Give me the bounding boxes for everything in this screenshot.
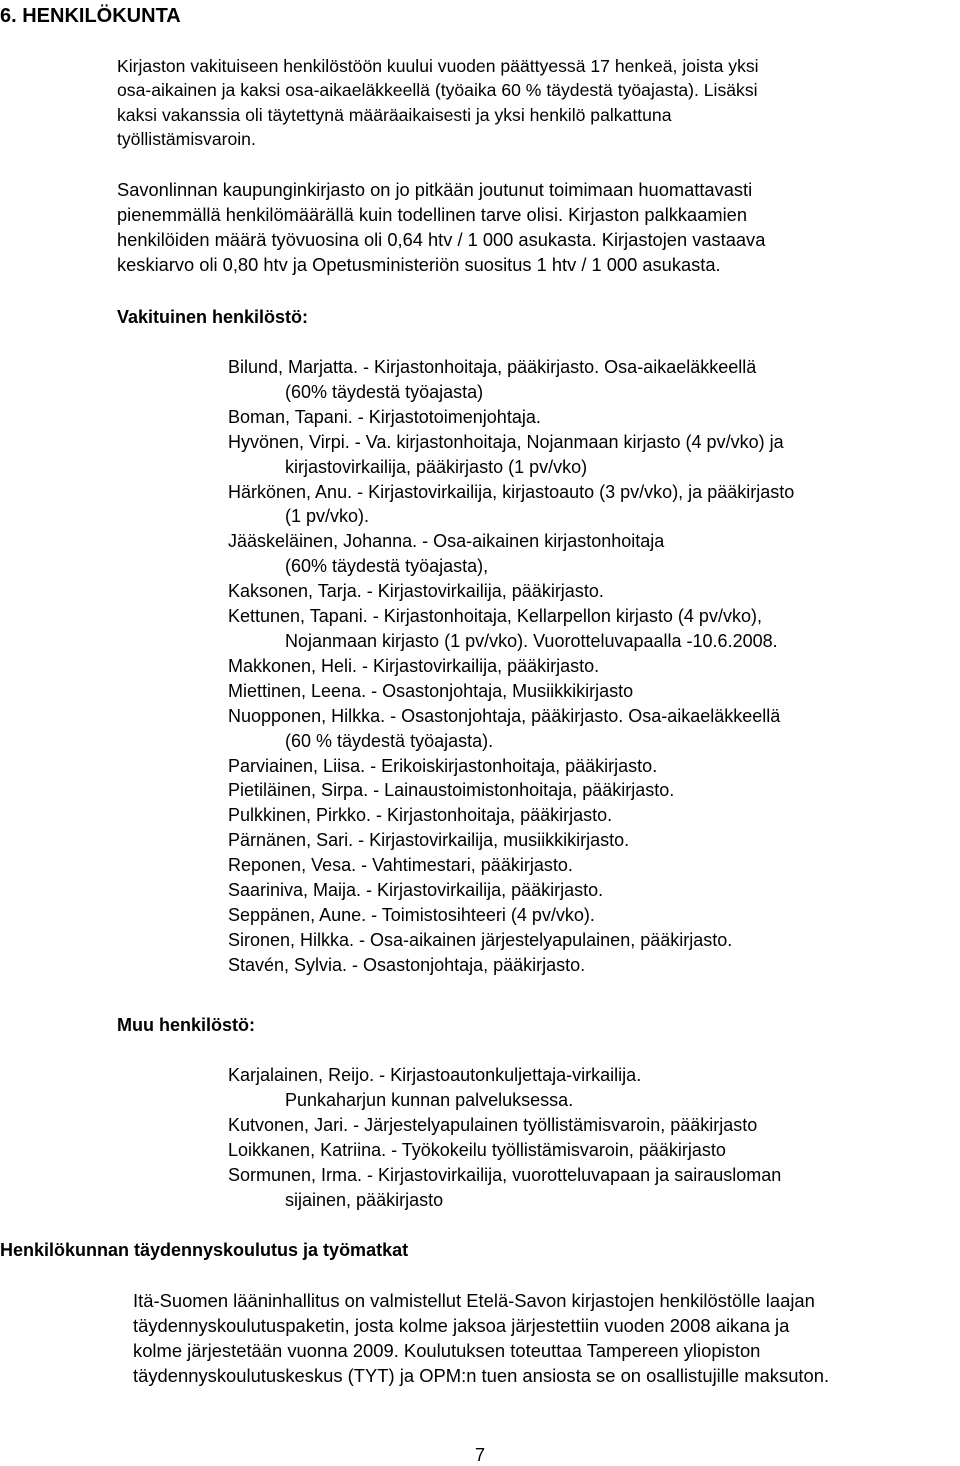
staff-entry-line: Pulkkinen, Pirkko. - Kirjastonhoitaja, pääkirjasto. [228, 805, 613, 826]
staff-entry [228, 1163, 781, 1213]
staff-entry [228, 878, 794, 903]
other-staff-label: Muu henkilöstö: [117, 1015, 255, 1035]
staff-entry-continuation: Nojanmaan kirjasto (1 pv/vko). Vuorotteluvapaalla -10.6.2008. [285, 630, 778, 651]
staff-entry-line: Kutvonen, Jari. - Järjestelyapulainen työllistämisvaroin, pääkirjasto [228, 1114, 758, 1135]
staff-entry-line: Kettunen, Tapani. - Kirjastonhoitaja, Kellarpellon kirjasto (4 pv/vko), [228, 606, 762, 627]
intro-paragraph [117, 54, 759, 152]
staff-entry-line: Härkönen, Anu. - Kirjastovirkailija, kirjastoauto (3 pv/vko), ja pääkirjasto [228, 481, 795, 502]
staff-entry [228, 355, 794, 405]
staff-entry [228, 1113, 781, 1138]
staff-entry [228, 405, 794, 430]
paragraph-line: henkilöiden määrä työvuosina oli 0,64 htv / 1 000 asukasta. Kirjastojen vastaava [117, 228, 766, 250]
staff-entry-line: Nuopponen, Hilkka. - Osastonjohtaja, pääkirjasto. Osa-aikaeläkkeellä [228, 705, 781, 726]
staff-entry [228, 679, 794, 704]
training-line: täydennyskoulutuspaketin, josta kolme jaksoa järjestettiin vuoden 2008 aikana ja [133, 1314, 790, 1336]
training-paragraph [133, 1289, 829, 1389]
staff-entry-line: Makkonen, Heli. - Kirjastovirkailija, pääkirjasto. [228, 655, 600, 676]
staff-entry-continuation: sijainen, pääkirjasto [285, 1189, 444, 1210]
staff-entry-line: Pietiläinen, Sirpa. - Lainaustoimistonhoitaja, pääkirjasto. [228, 780, 675, 801]
staff-entry [228, 828, 794, 853]
training-line: Itä-Suomen lääninhallitus on valmistellut Etelä-Savon kirjastojen henkilöstölle laajan [133, 1290, 815, 1311]
training-line: täydennyskoulutuskeskus (TYT) ja OPM:n tuen ansiosta se on osallistujille maksuton. [133, 1364, 830, 1386]
staff-entry [228, 704, 794, 754]
paragraph-line: pienemmällä henkilömäärällä kuin todellinen tarve olisi. Kirjaston palkkaamien [117, 203, 748, 225]
intro-line: kaksi vakanssia oli täytettynä määräaikaisesti ja yksi henkilö palkattuna [117, 104, 672, 125]
staff-entry [228, 903, 794, 928]
staffing-paragraph [117, 178, 765, 278]
staff-entry [228, 654, 794, 679]
staff-entry-continuation: kirjastovirkailija, pääkirjasto (1 pv/vko) [285, 456, 588, 477]
paragraph-line: Savonlinnan kaupunginkirjasto on jo pitkään joutunut toimimaan huomattavasti [117, 179, 753, 200]
staff-entry-line: Kaksonen, Tarja. - Kirjastovirkailija, pääkirjasto. [228, 581, 604, 602]
staff-entry-continuation: (60% täydestä työajasta), [285, 556, 489, 577]
intro-line: Kirjaston vakituiseen henkilöstöön kuului vuoden päättyessä 17 henkeä, joista yksi [117, 56, 759, 76]
page-number: 7 [475, 1445, 486, 1465]
staff-entry [228, 604, 794, 654]
permanent-staff-list [228, 355, 794, 978]
staff-entry [228, 853, 794, 878]
staff-entry-continuation: (60 % täydestä työajasta). [285, 730, 494, 751]
staff-entry-line: Boman, Tapani. - Kirjastotoimenjohtaja. [228, 406, 541, 427]
paragraph-line: keskiarvo oli 0,80 htv ja Opetusministeriön suositus 1 htv / 1 000 asukasta. [117, 253, 721, 275]
intro-line: osa-aikainen ja kaksi osa-aikaeläkkeellä (työaika 60 % täydestä työajasta). Lisäksi [117, 80, 758, 101]
staff-entry-line: Loikkanen, Katriina. - Työkokeilu työllistämisvaroin, pääkirjasto [228, 1139, 726, 1160]
section-heading: 6. HENKILÖKUNTA [0, 5, 181, 27]
intro-line: työllistämisvaroin. [117, 129, 256, 150]
staff-entry-continuation: (60% täydestä työajasta) [285, 381, 484, 402]
permanent-staff-label: Vakituinen henkilöstö: [117, 307, 309, 327]
staff-entry-line: Parviainen, Liisa. - Erikoiskirjastonhoitaja, pääkirjasto. [228, 755, 658, 776]
staff-entry-line: Jääskeläinen, Johanna. - Osa-aikainen kirjastonhoitaja [228, 531, 665, 552]
staff-entry [228, 754, 794, 779]
staff-entry-line: Reponen, Vesa. - Vahtimestari, pääkirjasto. [228, 855, 573, 876]
staff-entry-continuation: (1 pv/vko). [285, 506, 370, 527]
staff-entry [228, 529, 794, 579]
staff-entry-line: Hyvönen, Virpi. - Va. kirjastonhoitaja, Nojanmaan kirjasto (4 pv/vko) ja [228, 431, 784, 452]
staff-entry [228, 480, 794, 530]
other-staff-list [228, 1063, 781, 1212]
staff-entry-line: Pärnänen, Sari. - Kirjastovirkailija, musiikkikirjasto. [228, 830, 630, 851]
staff-entry-line: Bilund, Marjatta. - Kirjastonhoitaja, pääkirjasto. Osa-aikaeläkkeellä [228, 357, 757, 377]
staff-entry [228, 1063, 781, 1113]
staff-entry [228, 953, 794, 978]
training-line: kolme järjestetään vuonna 2009. Koulutuksen toteuttaa Tampereen yliopiston [133, 1339, 761, 1361]
staff-entry-line: Saariniva, Maija. - Kirjastovirkailija, pääkirjasto. [228, 880, 604, 901]
staff-entry [228, 778, 794, 803]
staff-entry [228, 803, 794, 828]
staff-entry-line: Seppänen, Aune. - Toimistosihteeri (4 pv/vko). [228, 904, 595, 925]
staff-entry-line: Sormunen, Irma. - Kirjastovirkailija, vuorotteluvapaan ja sairausloman [228, 1164, 782, 1185]
staff-entry [228, 579, 794, 604]
staff-entry [228, 1138, 781, 1163]
training-heading: Henkilökunnan täydennyskoulutus ja työmatkat [0, 1240, 409, 1260]
staff-entry-line: Miettinen, Leena. - Osastonjohtaja, Musiikkikirjasto [228, 680, 634, 701]
staff-entry [228, 430, 794, 480]
staff-entry [228, 928, 794, 953]
staff-entry-line: Stavén, Sylvia. - Osastonjohtaja, pääkirjasto. [228, 954, 586, 975]
staff-entry-line: Karjalainen, Reijo. - Kirjastoautonkuljettaja-virkailija. [228, 1065, 642, 1085]
staff-entry-line: Sironen, Hilkka. - Osa-aikainen järjestelyapulainen, pääkirjasto. [228, 929, 733, 950]
staff-entry-continuation: Punkaharjun kunnan palveluksessa. [285, 1089, 574, 1110]
